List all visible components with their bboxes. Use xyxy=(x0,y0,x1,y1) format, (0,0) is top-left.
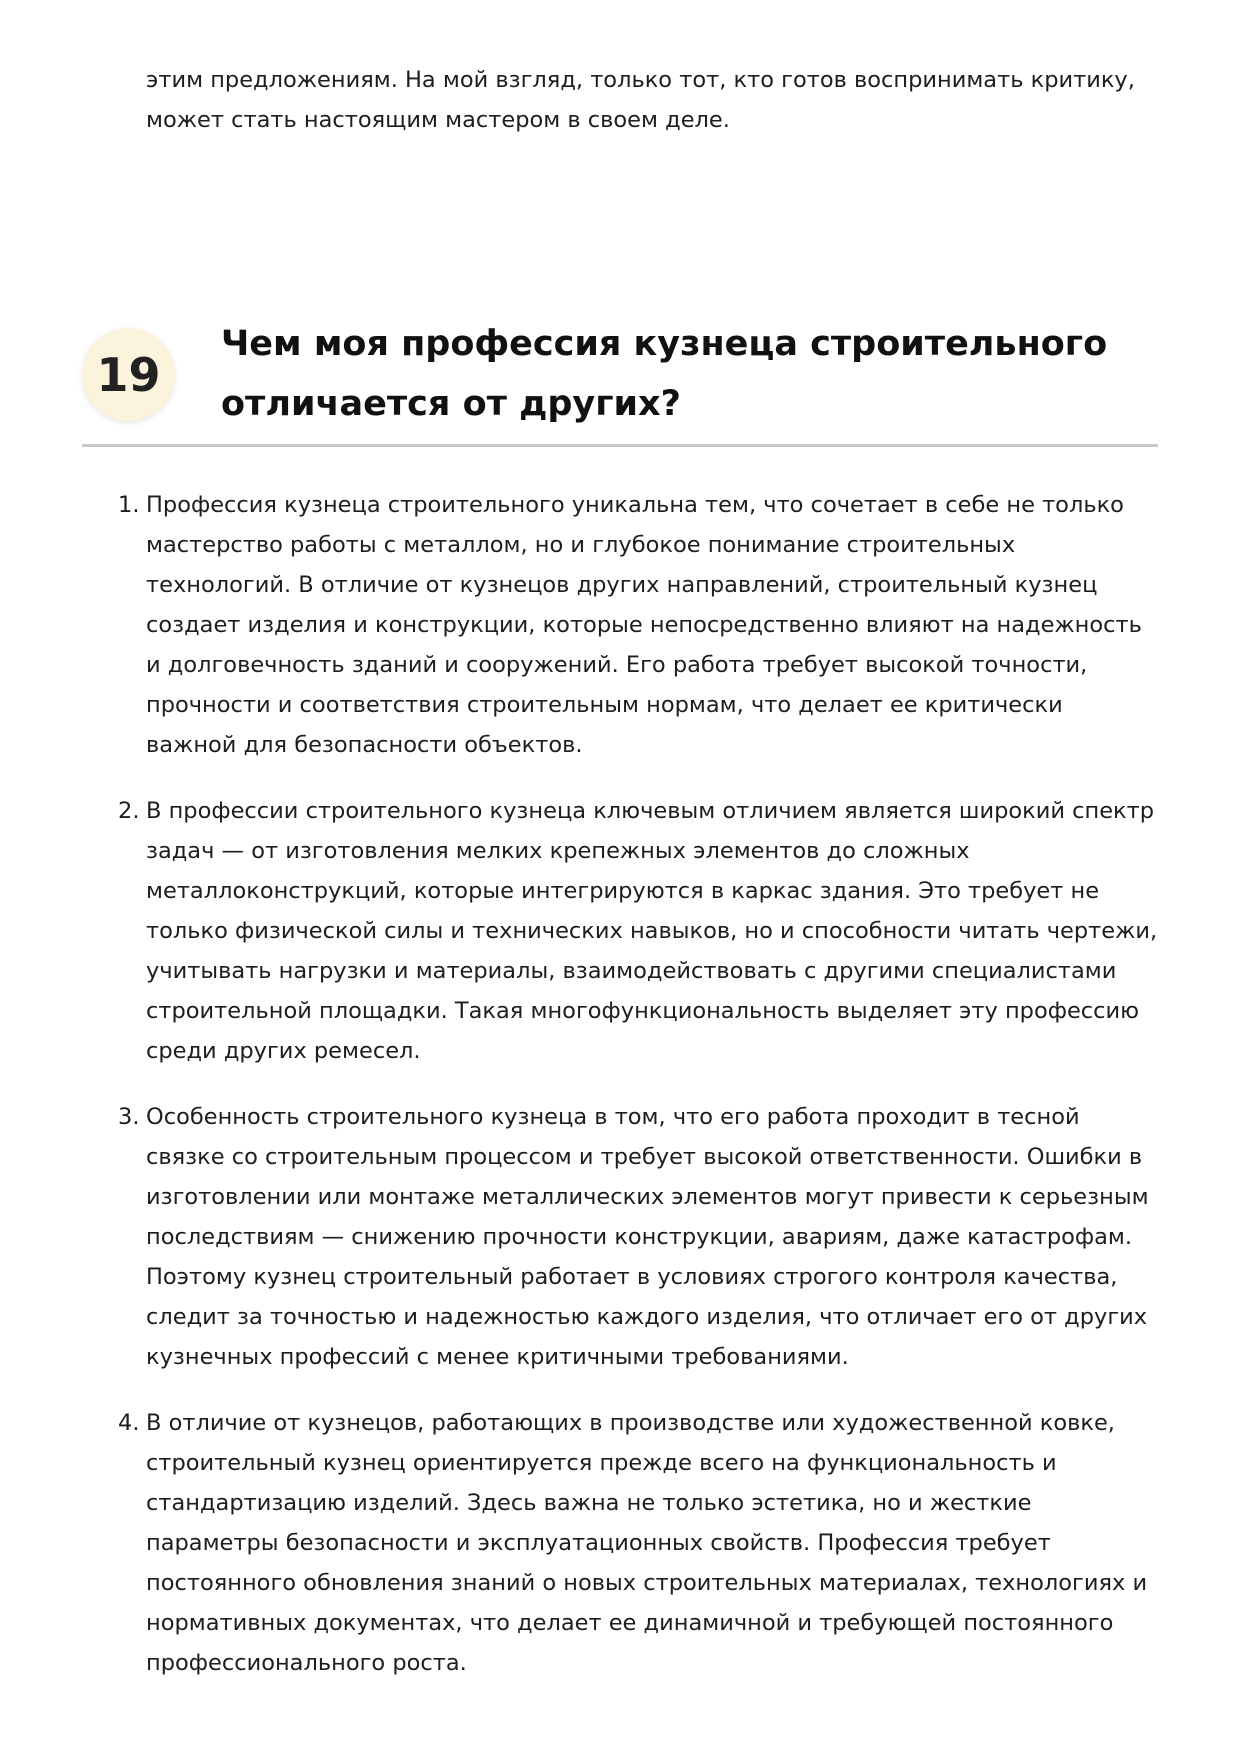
answer-text: Особенность строительного кузнеца в том, что его работа проходит в тесной связке со строительным процессом и требует высокой ответственности. Ошибки в изготовлении или монтаже металлических элементов могут привести к серьезным последствиям — снижению прочности конструкции, авариям, даже катастрофам. Поэтому кузнец строительный работает в условиях строгого контроля качества, следит за точностью и надежностью каждого изделия, что отличает его от других кузнечных профессий с менее критичными требованиями. xyxy=(146,1104,1149,1370)
answer-number: 4. xyxy=(118,1410,140,1436)
answer-number: 2. xyxy=(118,798,140,824)
section-title: Чем моя профессия кузнеца строительного отличается от других? xyxy=(221,324,1108,424)
answer-item xyxy=(118,485,1160,765)
answer-list xyxy=(118,485,1160,1709)
intro-paragraph: этим предложениям. На мой взгляд, только тот, кто готов воспринимать критику, может стать настоящим мастером в своем деле. xyxy=(146,67,1135,133)
answer-text: В профессии строительного кузнеца ключевым отличием является широкий спектр задач — от изготовления мелких крепежных элементов до сложных металлоконструкций, которые интегрируются в каркас здания. Это требует не только физической силы и технических навыков, но и способности читать чертежи, учитывать нагрузки и материалы, взаимодействовать с другими специалистами строительной площадки. Такая многофункциональность выделяет эту профессию среди других ремесел. xyxy=(146,798,1158,1064)
answer-item xyxy=(118,1097,1160,1377)
answer-number: 3. xyxy=(118,1104,140,1130)
section-header xyxy=(82,314,1158,447)
answer-text: В отличие от кузнецов, работающих в производстве или художественной ковке, строительный кузнец ориентируется прежде всего на функциональность и стандартизацию изделий. Здесь важна не только эстетика, но и жесткие параметры безопасности и эксплуатационных свойств. Профессия требует постоянного обновления знаний о новых строительных материалах, технологиях и нормативных документах, что делает ее динамичной и требующей постоянного профессионального роста. xyxy=(146,1410,1148,1676)
section-number-badge: 19 xyxy=(82,328,175,421)
answer-item xyxy=(118,791,1160,1071)
answer-number: 1. xyxy=(118,492,140,518)
answer-item xyxy=(118,1403,1160,1683)
answer-text: Профессия кузнеца строительного уникальна тем, что сочетает в себе не только мастерство работы с металлом, но и глубокое понимание строительных технологий. В отличие от кузнецов других направлений, строительный кузнец создает изделия и конструкции, которые непосредственно влияют на надежность и долговечность зданий и сооружений. Его работа требует высокой точности, прочности и соответствия строительным нормам, что делает ее критически важной для безопасности объектов. xyxy=(146,492,1142,758)
